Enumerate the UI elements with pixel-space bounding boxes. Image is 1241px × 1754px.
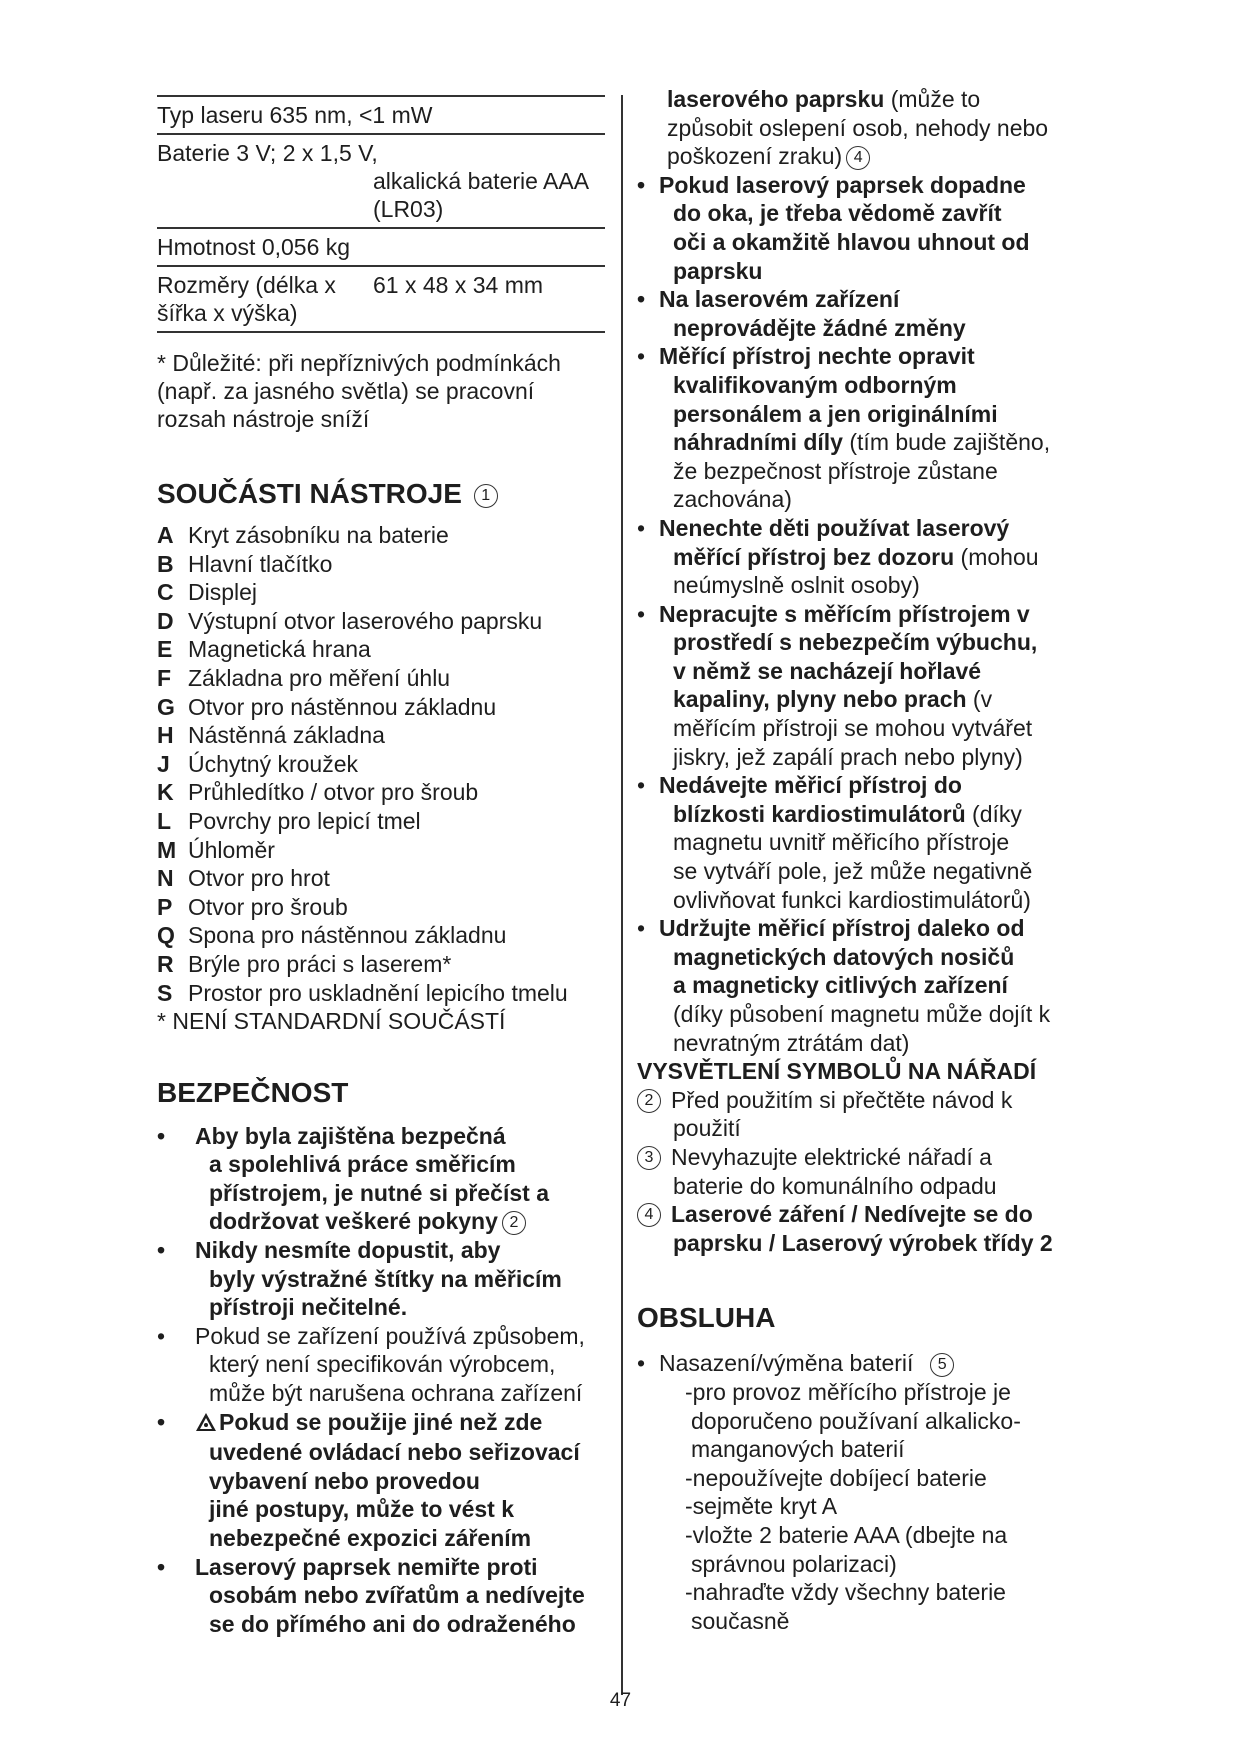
part-item — [157, 864, 605, 893]
spec-dimensions: Rozměry (délka x šířka x výška) 61 x 48 x 34 mm — [157, 267, 605, 333]
part-letter: D — [157, 607, 174, 634]
part-label: Otvor pro šroub — [188, 893, 348, 920]
safety-heading: BEZPEČNOST — [157, 1076, 349, 1108]
part-label: Displej — [188, 579, 258, 606]
part-item — [157, 893, 605, 922]
part-item — [157, 693, 605, 722]
part-letter: F — [157, 664, 172, 691]
spec-laser: Typ laseru 635 nm, <1 mW — [157, 97, 605, 135]
part-letter: R — [157, 950, 174, 977]
part-letter: B — [157, 550, 174, 577]
safety-bullets — [157, 1122, 605, 1639]
right-bullet-2: • Na laserovém zařízení neprovádějte žádné změny — [637, 286, 966, 341]
symbols-heading: VYSVĚTLENÍ SYMBOLŮ NA NÁŘADÍ — [637, 1058, 1037, 1085]
spec-battery: Baterie 3 V; 2 x 1,5 V, alkalická baterie AAA (LR03) — [157, 135, 605, 229]
part-label: Prostor pro uskladnění lepicího tmelu — [188, 979, 568, 1006]
part-item — [157, 721, 605, 750]
part-label: Spona pro nástěnnou základnu — [188, 922, 507, 949]
right-bullet-6: • Nedávejte měřicí přístroj do blízkosti kardiostimulátorů (díky magnetu uvnitř měřicího přístroje se vytváří pole, jež může negativně ovlivňovat funkci kardiostimulátorů) — [637, 772, 1033, 913]
figure-ref-2-icon: 2 — [637, 1089, 661, 1113]
symbol-3: 3 Nevyhazujte elektrické nářadí a baterie do komunálního odpadu — [637, 1143, 1087, 1200]
spec-table — [157, 95, 605, 333]
part-label: Průhledítko / otvor pro šroub — [188, 779, 479, 806]
safety-bullet-2: • Nikdy nesmíte dopustit, aby byly výstražné štítky na měřicím přístroji nečitelné. — [157, 1237, 562, 1321]
part-letter: C — [157, 579, 174, 606]
figure-ref-2-icon: 2 — [502, 1211, 526, 1235]
non-standard-note: * NENÍ STANDARDNÍ SOUČÁSTÍ — [157, 1008, 506, 1035]
part-label: Hlavní tlačítko — [188, 550, 333, 577]
operation-section — [637, 1349, 1087, 1635]
parts-heading: SOUČÁSTI NÁSTROJE 1 — [157, 477, 605, 511]
part-label: Otvor pro nástěnnou základnu — [188, 693, 497, 720]
part-item — [157, 578, 605, 607]
part-item — [157, 607, 605, 636]
battery-replacement: • Nasazení/výměna baterií 5 — [637, 1349, 1087, 1378]
part-item — [157, 921, 605, 950]
part-item — [157, 836, 605, 865]
part-item — [157, 664, 605, 693]
part-label: Výstupní otvor laserového paprsku — [188, 607, 543, 634]
part-label: Úhloměr — [188, 836, 275, 863]
part-letter: K — [157, 779, 174, 806]
spec-weight: Hmotnost 0,056 kg — [157, 229, 605, 267]
part-label: Úchytný kroužek — [188, 750, 359, 777]
part-letter: S — [157, 979, 173, 1006]
part-letter: E — [157, 636, 173, 663]
safety-bullet-5: • Laserový paprsek nemiřte proti osobám nebo zvířatům a nedívejte se do přímého ani do odraženého — [157, 1553, 585, 1637]
right-bullet-5: • Nepracujte s měřícím přístrojem v prostředí s nebezpečím výbuchu, v němž se nacházejí hořlavé kapaliny, plyny nebo prach (v měřícím přístroji se mohou vytvářet jiskry, jež zapálí prach nebo plyny) — [637, 600, 1038, 770]
figure-ref-4-icon: 4 — [846, 146, 870, 170]
right-column — [637, 85, 1087, 1635]
part-label: Základna pro měření úhlu — [188, 664, 451, 691]
figure-ref-4-icon: 4 — [637, 1203, 661, 1227]
column-divider — [621, 95, 623, 1695]
obsluha-heading: OBSLUHA — [637, 1302, 776, 1334]
part-letter: Q — [157, 922, 175, 949]
part-letter: H — [157, 722, 174, 749]
laser-continuation: laserového paprsku (může to způsobit oslepení osob, nehody nebo poškození zraku) 4 — [667, 86, 1049, 170]
right-bullet-3: • Měřící přístroj nechte opravit kvalifikovaným odborným personálem a jen originálními náhradními díly (tím bude zajištěno, že bezpečnost přístroje zůstane zachována) — [637, 343, 1051, 513]
page-number: 47 — [609, 1690, 632, 1711]
part-label: Kryt zásobníku na baterie — [188, 522, 449, 548]
right-bullets — [637, 171, 1087, 1057]
battery-steps: -pro provoz měřícího přístroje je doporučeno používaní alkalicko- manganových baterií -nepoužívejte dobíjecí baterie -sejměte kryt A -vložte 2 baterie AAA (dbejte na správnou polarizaci) -nahraďte vždy všechny baterie současně — [685, 1378, 1021, 1634]
part-label: Otvor pro hrot — [188, 865, 330, 892]
figure-ref-1-icon: 1 — [474, 484, 498, 508]
safety-bullet-4: • Pokud se použije jiné než zde uvedené ovládací nebo seřizovací vybavení nebo provedou jiné postupy, může to vést k nebezpečné expozici zářením — [157, 1408, 580, 1551]
range-note: * Důležité: při nepříznivých podmínkách (např. za jasného světla) se pracovní rozsah nástroje sníží — [157, 350, 561, 432]
part-letter: A — [157, 522, 174, 548]
part-letter: M — [157, 836, 177, 863]
part-label: Magnetická hrana — [188, 636, 371, 663]
part-letter: J — [157, 750, 170, 777]
part-item — [157, 778, 605, 807]
figure-ref-3-icon: 3 — [637, 1146, 661, 1170]
right-bullet-7: • Udržujte měřicí přístroj daleko od magnetických datových nosičů a magneticky citlivých zařízení (díky působení magnetu může dojít k nevratným ztrátám dat) — [637, 915, 1051, 1056]
laser-warning-icon — [195, 1410, 217, 1439]
part-letter: N — [157, 865, 174, 892]
parts-list — [157, 521, 605, 1036]
part-letter: G — [157, 693, 175, 720]
part-label: Brýle pro práci s laserem* — [188, 950, 452, 977]
part-item — [157, 750, 605, 779]
part-item — [157, 950, 605, 979]
part-item — [157, 521, 605, 550]
symbol-4: 4 Laserové záření / Nedívejte se do paprsku / Laserový výrobek třídy 2 — [637, 1200, 1087, 1257]
safety-bullet-3: • Pokud se zařízení používá způsobem, který není specifikován výrobcem, může být narušena ochrana zařízení — [157, 1322, 585, 1407]
symbol-2: 2 Před použitím si přečtěte návod k použití — [637, 1086, 1087, 1143]
part-item — [157, 807, 605, 836]
part-letter: P — [157, 893, 173, 920]
right-bullet-4: • Nenechte děti používat laserový měřící přístroj bez dozoru (mohou neúmyslně oslnit osoby) — [637, 514, 1039, 599]
left-column — [157, 95, 605, 1638]
part-letter: L — [157, 807, 172, 834]
part-item — [157, 979, 605, 1008]
part-item — [157, 635, 605, 664]
right-bullet-1: • Pokud laserový paprsek dopadne do oka, je třeba vědomě zavřít oči a okamžitě hlavou uhnout od paprsku — [637, 171, 1030, 284]
part-label: Povrchy pro lepicí tmel — [188, 807, 421, 834]
figure-ref-5-icon: 5 — [930, 1353, 954, 1377]
part-label: Nástěnná základna — [188, 722, 385, 749]
safety-bullet-1: • Aby byla zajištěna bezpečná a spolehlivá práce směřicím přístrojem, je nutné si přečíst a dodržovat veškeré pokyny 2 — [157, 1122, 549, 1235]
part-item — [157, 550, 605, 579]
